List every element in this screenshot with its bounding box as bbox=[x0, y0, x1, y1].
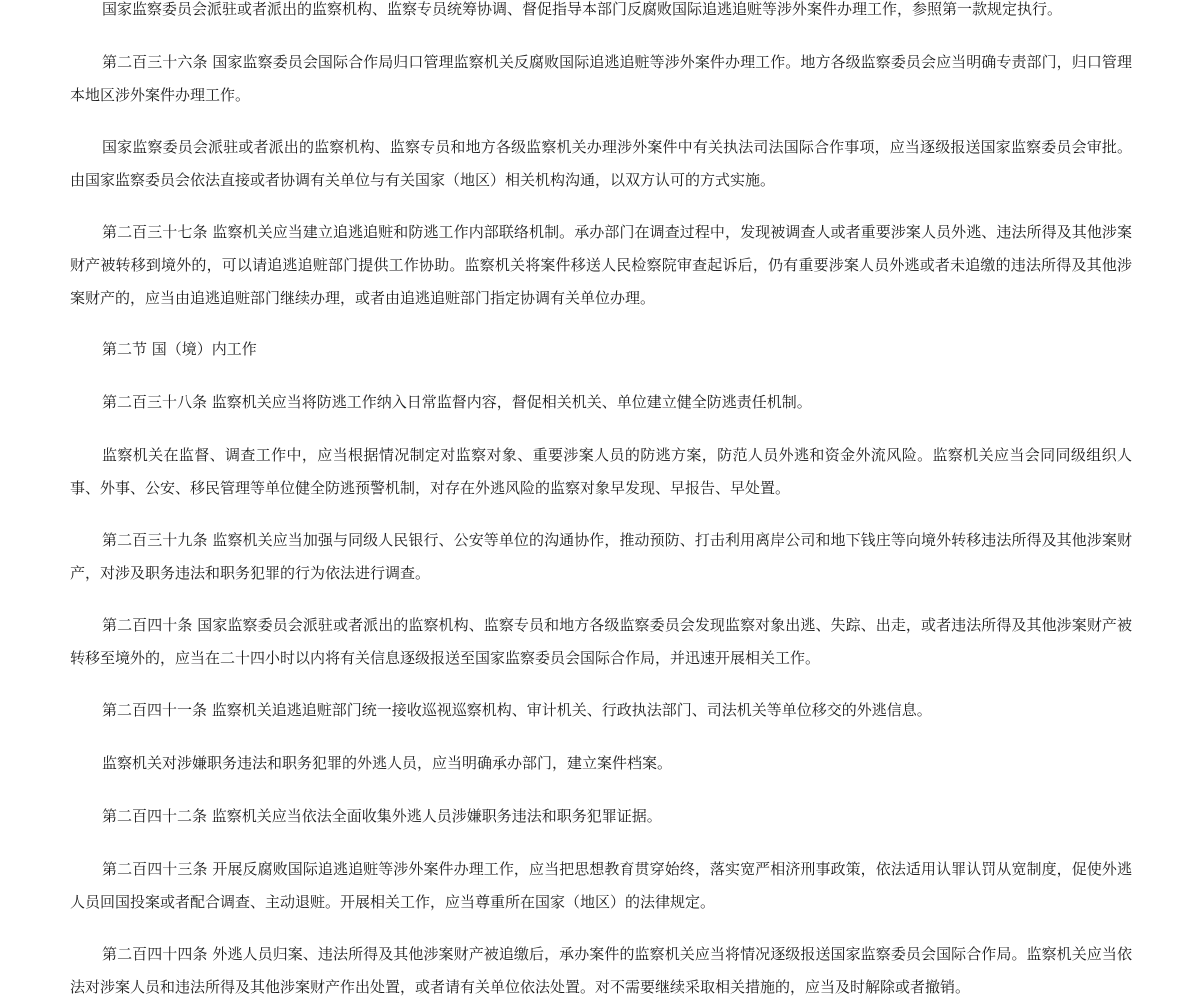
paragraph-article-244: 第二百四十四条 外逃人员归案、违法所得及其他涉案财产被追缴后，承办案件的监察机关应当将情况逐级报送国家监察委员会国际合作局。监察机关应当依法对涉案人员和违法所得及其他涉案财产作出处置，或者请有关单位依法处置。对不需要继续采取相关措施的，应当及时解除或者撤销。 bbox=[70, 945, 1132, 996]
section-heading: 第二节 国（境）内工作 bbox=[102, 340, 257, 358]
paragraph-7: 监察机关在监督、调查工作中，应当根据情况制定对监察对象、重要涉案人员的防逃方案，防范人员外逃和资金外流风险。监察机关应当会同同级组织人事、外事、公安、移民管理等单位健全防逃预警机制，对存在外逃风险的监察对象早发现、早报告、早处置。 bbox=[70, 446, 1132, 497]
paragraph-1: 国家监察委员会派驻或者派出的监察机构、监察专员统筹协调、督促指导本部门反腐败国际追逃追赃等涉外案件办理工作，参照第一款规定执行。 bbox=[102, 0, 1063, 18]
paragraph-article-237: 第二百三十七条 监察机关应当建立追逃追赃和防逃工作内部联络机制。承办部门在调查过程中，发现被调查人或者重要涉案人员外逃、违法所得及其他涉案财产被转移到境外的，可以请追逃追赃部门提供工作协助。监察机关将案件移送人民检察院审查起诉后，仍有重要涉案人员外逃或者未追缴的违法所得及其他涉案财产的，应当由追逃追赃部门继续办理，或者由追逃追赃部门指定协调有关单位办理。 bbox=[70, 223, 1132, 307]
paragraph-article-242: 第二百四十二条 监察机关应当依法全面收集外逃人员涉嫌职务违法和职务犯罪证据。 bbox=[102, 807, 662, 825]
paragraph-article-243: 第二百四十三条 开展反腐败国际追逃追赃等涉外案件办理工作，应当把思想教育贯穿始终，落实宽严相济刑事政策，依法适用认罪认罚从宽制度，促使外逃人员回国投案或者配合调查、主动退赃。开展相关工作，应当尊重所在国家（地区）的法律规定。 bbox=[70, 860, 1132, 911]
paragraph-article-238: 第二百三十八条 监察机关应当将防逃工作纳入日常监督内容，督促相关机关、单位建立健全防逃责任机制。 bbox=[102, 393, 812, 411]
paragraph-article-236: 第二百三十六条 国家监察委员会国际合作局归口管理监察机关反腐败国际追逃追赃等涉外案件办理工作。地方各级监察委员会应当明确专责部门，归口管理本地区涉外案件办理工作。 bbox=[70, 53, 1132, 104]
paragraph-3: 国家监察委员会派驻或者派出的监察机构、监察专员和地方各级监察机关办理涉外案件中有关执法司法国际合作事项，应当逐级报送国家监察委员会审批。由国家监察委员会依法直接或者协调有关单位与有关国家（地区）相关机构沟通，以双方认可的方式实施。 bbox=[70, 138, 1132, 189]
paragraph-article-241: 第二百四十一条 监察机关追逃追赃部门统一接收巡视巡察机构、审计机关、行政执法部门、司法机关等单位移交的外逃信息。 bbox=[102, 701, 932, 719]
paragraph-article-239: 第二百三十九条 监察机关应当加强与同级人民银行、公安等单位的沟通协作，推动预防、打击利用离岸公司和地下钱庄等向境外转移违法所得及其他涉案财产，对涉及职务违法和职务犯罪的行为依法进行调查。 bbox=[70, 531, 1132, 582]
paragraph-article-240: 第二百四十条 国家监察委员会派驻或者派出的监察机构、监察专员和地方各级监察委员会发现监察对象出逃、失踪、出走，或者违法所得及其他涉案财产被转移至境外的，应当在二十四小时以内将有关信息逐级报送至国家监察委员会国际合作局，并迅速开展相关工作。 bbox=[70, 616, 1132, 667]
paragraph-11: 监察机关对涉嫌职务违法和职务犯罪的外逃人员，应当明确承办部门，建立案件档案。 bbox=[102, 754, 673, 772]
